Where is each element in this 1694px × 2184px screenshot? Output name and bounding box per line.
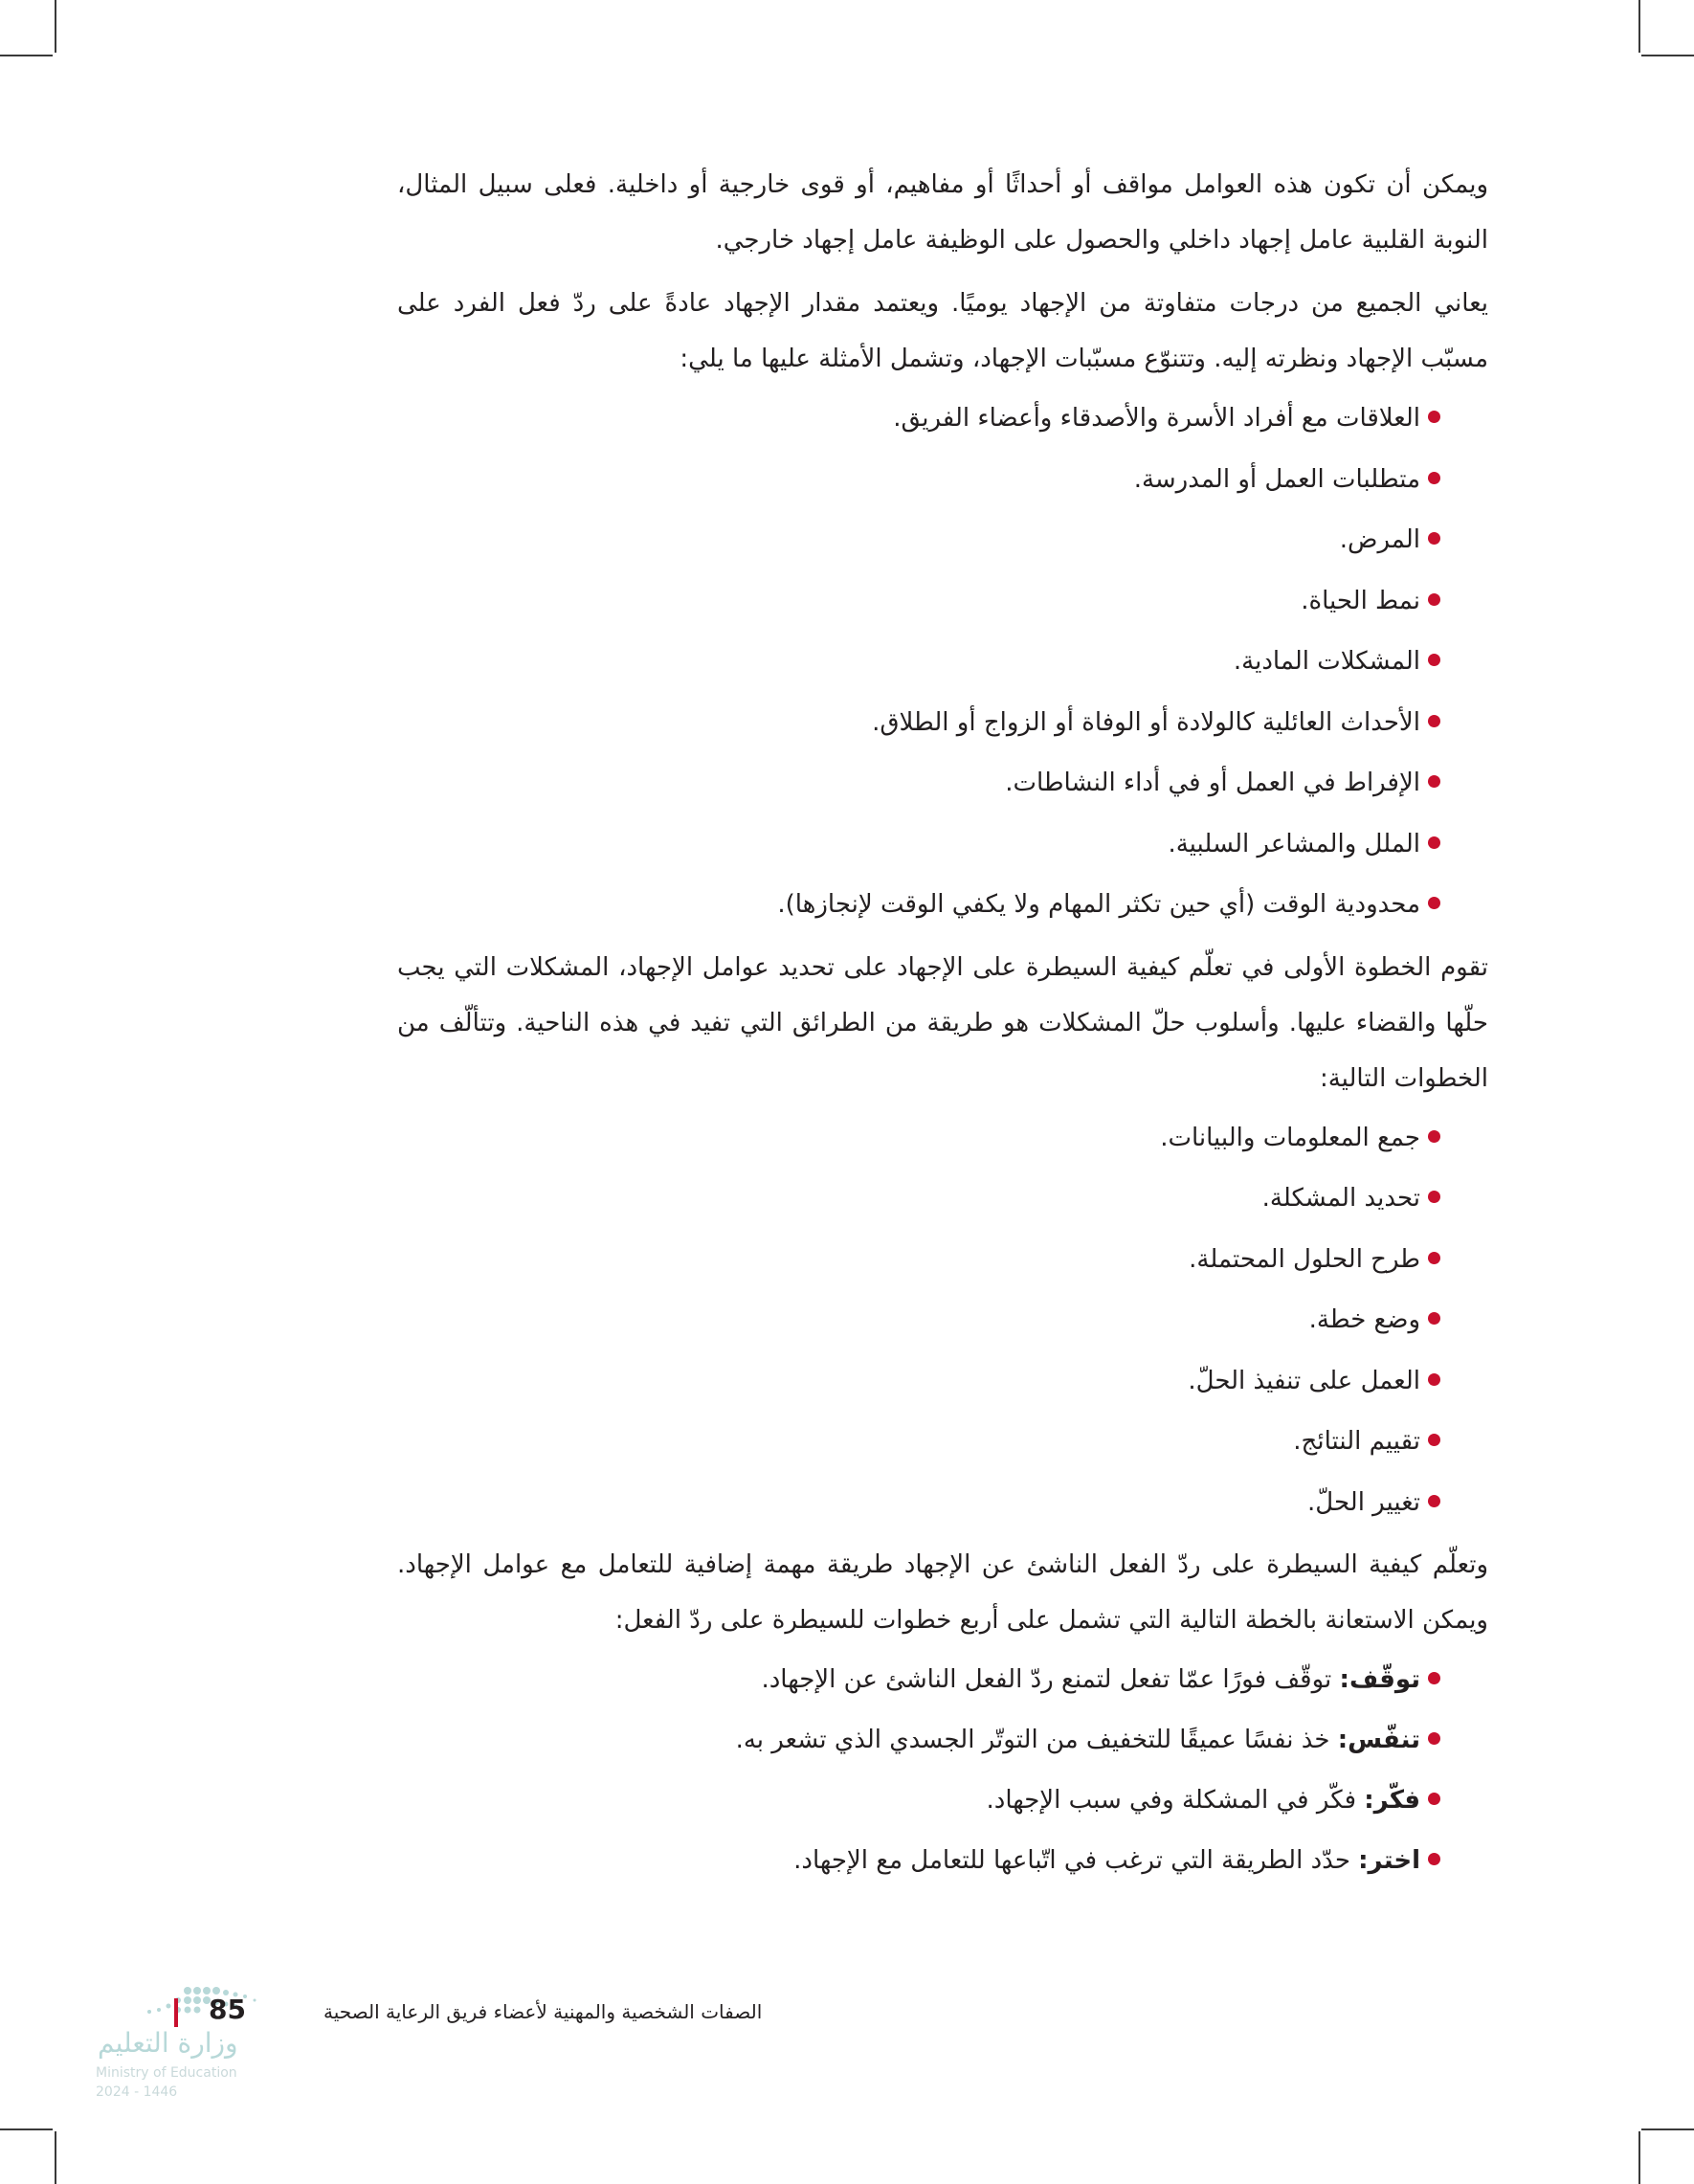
list-item: المشكلات المادية.	[397, 632, 1440, 693]
paragraph-stress-factors: ويمكن أن تكون هذه العوامل مواقف أو أحداثًا أو مفاهيم، أو قوى خارجية أو داخلية. فعلى سبيل المثال، النوبة القلبية عامل إجهاد داخلي والحصول على الوظيفة عامل إجهاد خارجي.	[397, 170, 1488, 255]
list-item: الإفراط في العمل أو في أداء النشاطات.	[397, 753, 1440, 814]
list-item: نمط الحياة.	[397, 571, 1440, 633]
bullet-icon	[1428, 411, 1440, 423]
page-body	[397, 157, 1488, 1895]
crop-mark	[55, 0, 56, 53]
list-item: توقّف: توقّف فورًا عمّا تفعل لتمنع ردّ الفعل الناشئ عن الإجهاد.	[397, 1650, 1440, 1710]
bullet-icon	[1428, 532, 1440, 545]
bullet-icon	[1428, 1252, 1440, 1264]
paragraph-stress-daily: يعاني الجميع من درجات متفاوتة من الإجهاد يوميًا. ويعتمد مقدار الإجهاد عادةً على ردّ فعل الفرد على مسبّب الإجهاد ونظرته إليه. وتتنوّع مسبّبات الإجهاد، وتشمل الأمثلة عليها ما يلي:	[397, 289, 1488, 373]
step-term: اختر:	[1358, 1846, 1420, 1875]
crop-mark	[1638, 0, 1640, 53]
list-item: وضع خطة.	[397, 1290, 1440, 1351]
paragraph-reaction-control: وتعلّم كيفية السيطرة على ردّ الفعل الناشئ عن الإجهاد طريقة مهمة إضافية للتعامل مع عوامل الإجهاد. ويمكن الاستعانة بالخطة التالية التي تشمل على أربع خطوات للسيطرة على ردّ الفعل:	[397, 1550, 1488, 1635]
list-item: الأحداث العائلية كالولادة أو الوفاة أو الزواج أو الطلاق.	[397, 693, 1440, 754]
crop-mark	[1641, 2128, 1694, 2130]
bullet-icon	[1428, 1853, 1440, 1865]
list-item: اختر: حدّد الطريقة التي ترغب في اتّباعها للتعامل مع الإجهاد.	[397, 1831, 1440, 1891]
list-item: العمل على تنفيذ الحلّ.	[397, 1351, 1440, 1413]
crop-mark	[1641, 55, 1694, 56]
bullet-icon	[1428, 1434, 1440, 1446]
bullet-icon	[1428, 1312, 1440, 1325]
list-item: جمع المعلومات والبيانات.	[397, 1108, 1440, 1170]
list-item: تنفّس: خذ نفسًا عميقًا للتخفيف من التوتّر الجسدي الذي تشعر به.	[397, 1710, 1440, 1771]
bullet-icon	[1428, 654, 1440, 666]
list-item: طرح الحلول المحتملة.	[397, 1230, 1440, 1291]
bullet-icon	[1428, 472, 1440, 484]
reaction-steps-list	[397, 1650, 1488, 1891]
list-item: فكّر: فكّر في المشكلة وفي سبب الإجهاد.	[397, 1771, 1440, 1831]
bullet-icon	[1428, 836, 1440, 849]
crop-mark	[0, 55, 53, 56]
ministry-year: 2024 - 1446	[96, 2084, 178, 2100]
step-term: تنفّس:	[1337, 1726, 1420, 1754]
crop-mark	[55, 2131, 56, 2184]
book-title: الصفات الشخصية والمهنية لأعضاء فريق الرعاية الصحية	[323, 2000, 763, 2023]
paragraph-problem-solving: تقوم الخطوة الأولى في تعلّم كيفية السيطرة على الإجهاد على تحديد عوامل الإجهاد، المشكلات التي يجب حلّها والقضاء عليها. وأسلوب حلّ المشكلات هو طريقة من الطرائق التي تفيد في هذه الناحية. وتتألّف من الخطوات التالية:	[397, 952, 1488, 1093]
page-footer	[86, 1981, 814, 2115]
bullet-icon	[1428, 715, 1440, 727]
list-item: الملل والمشاعر السلبية.	[397, 814, 1440, 876]
bullet-icon	[1428, 1373, 1440, 1386]
step-term: توقّف:	[1339, 1665, 1420, 1694]
ministry-name-en: Ministry of Education	[96, 2065, 237, 2081]
list-item: المرض.	[397, 510, 1440, 571]
ministry-name-ar: وزارة التعليم	[98, 2027, 238, 2059]
crop-mark	[1638, 2131, 1640, 2184]
list-item: تغيير الحلّ.	[397, 1473, 1440, 1534]
bullet-icon	[1428, 1732, 1440, 1745]
page-number: 85	[209, 1994, 246, 2025]
crop-mark	[0, 2128, 53, 2130]
step-term: فكّر:	[1364, 1786, 1420, 1815]
bullet-icon	[1428, 593, 1440, 606]
stressors-list	[397, 389, 1488, 936]
list-item: محدودية الوقت (أي حين تكثر المهام ولا يكفي الوقت لإنجازها).	[397, 875, 1440, 936]
bullet-icon	[1428, 1495, 1440, 1507]
bullet-icon	[1428, 1793, 1440, 1805]
list-item: العلاقات مع أفراد الأسرة والأصدقاء وأعضاء الفريق.	[397, 389, 1440, 450]
bullet-icon	[1428, 1191, 1440, 1203]
bullet-icon	[1428, 775, 1440, 788]
list-item: تقييم النتائج.	[397, 1412, 1440, 1473]
list-item: تحديد المشكلة.	[397, 1169, 1440, 1230]
problem-steps-list	[397, 1108, 1488, 1534]
bullet-icon	[1428, 1672, 1440, 1684]
bullet-icon	[1428, 1130, 1440, 1143]
bullet-icon	[1428, 897, 1440, 909]
list-item: متطلبات العمل أو المدرسة.	[397, 450, 1440, 511]
page-number-bar	[174, 1998, 178, 2027]
